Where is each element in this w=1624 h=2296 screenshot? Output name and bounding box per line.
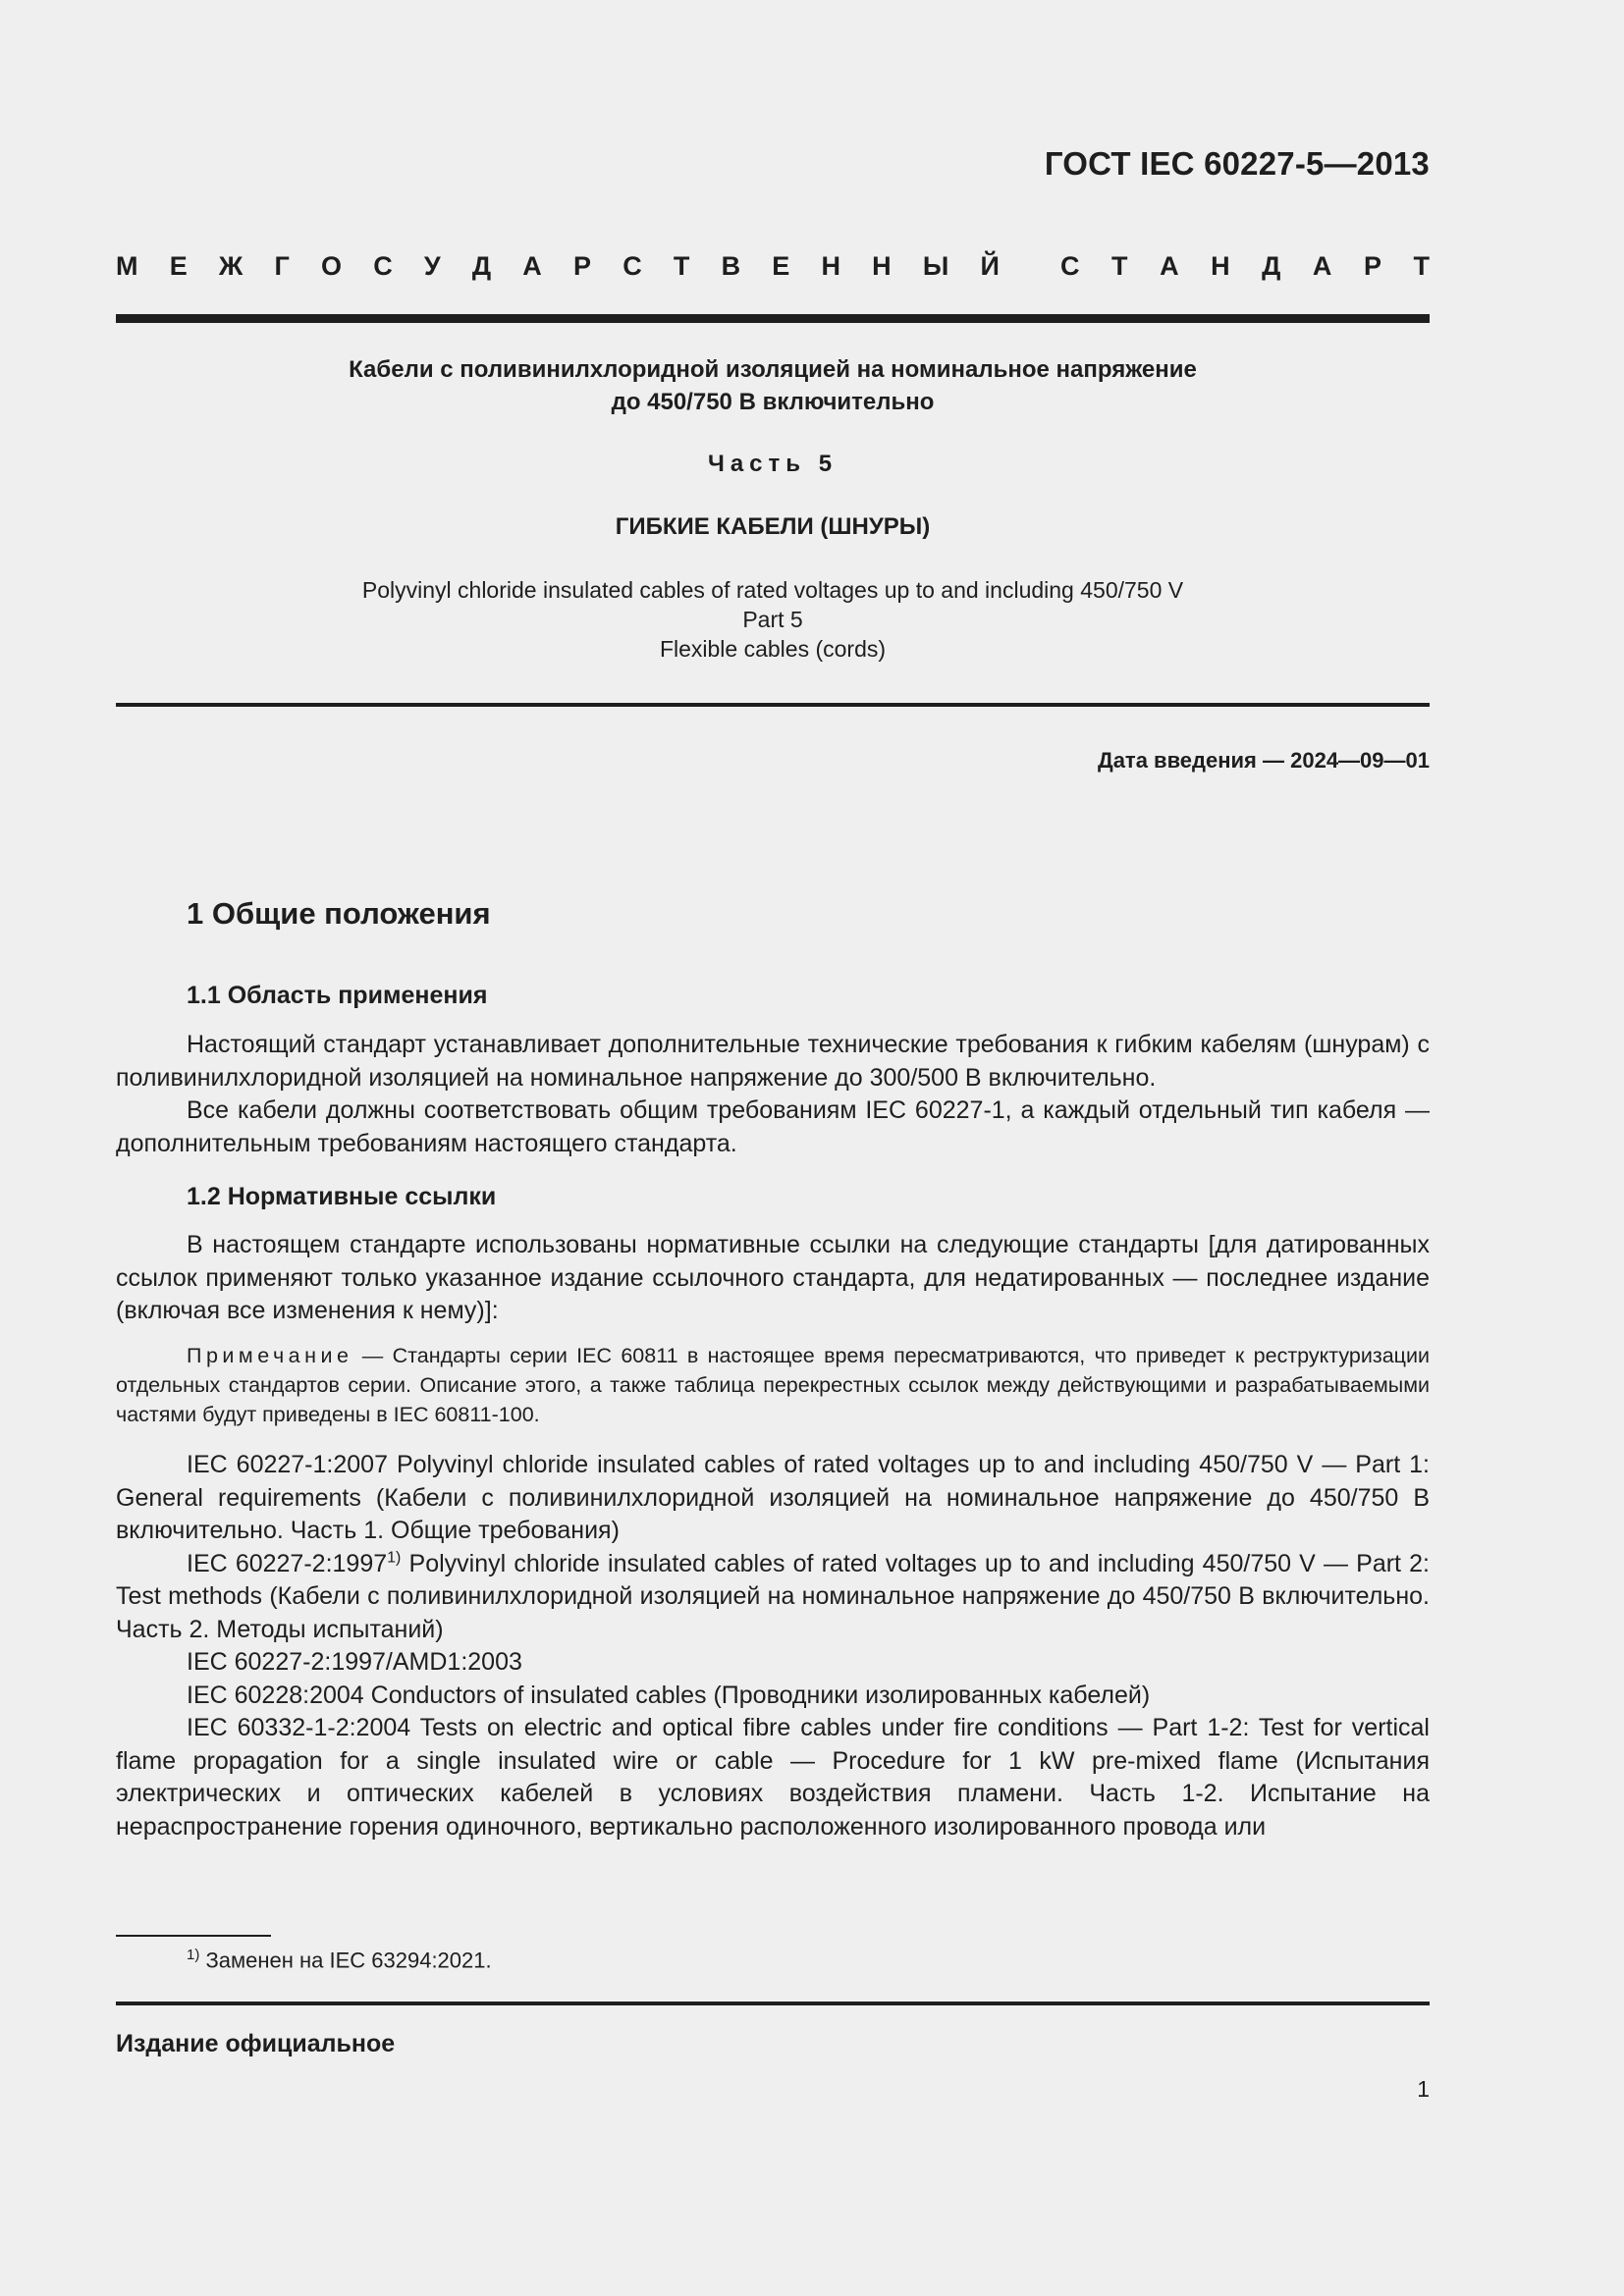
reference-code: IEC 60227-2:1997 bbox=[187, 1549, 388, 1577]
note-label: Примечание bbox=[187, 1344, 353, 1367]
paragraph: Настоящий стандарт устанавливает дополнительные технические требования к гибким кабелям (шнурам) с поливинилхлоридной изоляцией на номинальное напряжение до 300/500 В включительно. bbox=[116, 1031, 1430, 1092]
title-en-line-2: Part 5 bbox=[742, 607, 803, 632]
banner-word-2-letter: Т bbox=[1413, 251, 1430, 281]
banner-word-1-letter: Т bbox=[673, 251, 690, 281]
banner-word-1-letter: А bbox=[522, 251, 542, 281]
banner-word-1-letter: С bbox=[623, 251, 642, 281]
date-of-introduction: Дата введения — 2024—09—01 bbox=[1098, 748, 1430, 773]
footnote-marker[interactable]: 1) bbox=[387, 1549, 402, 1567]
title-russian bbox=[116, 353, 1430, 418]
banner-word-1-letter: Е bbox=[772, 251, 790, 281]
standard-number: ГОСТ IEC 60227-5—2013 bbox=[1044, 145, 1430, 182]
banner-word-1-letter: Р bbox=[572, 251, 591, 281]
section-1-heading: 1 Общие положения bbox=[187, 896, 491, 931]
interstate-standard-banner bbox=[116, 251, 1430, 282]
note bbox=[116, 1341, 1430, 1429]
reference-item: IEC 60332-1-2:2004 Tests on electric and optical fibre cables under fire conditions — Part 1-2: Test for vertical flame propagation for a single insulated wire or cable — Procedure for 1 kW pre-mixed flame (Испытания электрических и оптических кабелей в условиях воздействия пламени. Часть 1-2. Испытание на нераспространение горения одиночного, вертикально расположенного изолированного провода или bbox=[116, 1714, 1430, 1841]
official-edition-label: Издание официальное bbox=[116, 2030, 396, 2057]
header-rule bbox=[116, 314, 1430, 323]
note-text: — Стандарты серии IEC 60811 в настоящее время пересматриваются, что приведет к реструктуризации отдельных стандартов серии. Описание этого, а также таблица перекрестных ссылок между действующими и разрабатываемыми частями будут приведены в IEC 60811-100. bbox=[116, 1344, 1430, 1426]
footnote-mark: 1) bbox=[187, 1947, 200, 1963]
banner-word-2-letter: С bbox=[1060, 251, 1080, 281]
footnote-separator bbox=[116, 1935, 271, 1937]
banner-word-1-letter: Й bbox=[980, 251, 1000, 281]
banner-word-2-letter: Р bbox=[1363, 251, 1381, 281]
banner-word-1-letter: У bbox=[423, 251, 441, 281]
subtitle-russian: ГИБКИЕ КАБЕЛИ (ШНУРЫ) bbox=[615, 513, 931, 540]
title-english bbox=[116, 575, 1430, 664]
banner-word-1-letter: М bbox=[116, 251, 138, 281]
banner-word-1-letter: Г bbox=[274, 251, 290, 281]
title-rule bbox=[116, 703, 1430, 707]
section-1-2-heading: 1.2 Нормативные ссылки bbox=[187, 1183, 497, 1210]
section-1-1-heading: 1.1 Область применения bbox=[187, 982, 488, 1009]
footnote bbox=[187, 1940, 492, 1976]
banner-word-1-letter: О bbox=[320, 251, 342, 281]
reference-text: Polyvinyl chloride insulated cables of rated voltages up to and including 450/750 V — Part 2: Test methods (Кабели с поливинилхлоридной изоляцией на номинальное напряжение до 450/750 В включительно. Часть 2. Методы испытаний) bbox=[116, 1549, 1431, 1643]
section-1-1-body bbox=[116, 1029, 1430, 1160]
banner-word-2-letter: Т bbox=[1111, 251, 1128, 281]
banner-word-1-letter: Н bbox=[872, 251, 892, 281]
banner-word-1-letter: В bbox=[721, 251, 741, 281]
banner-word-1-letter: Ж bbox=[218, 251, 244, 281]
reference-item: IEC 60227-2:1997/AMD1:2003 bbox=[187, 1648, 522, 1676]
title-en-line-1: Polyvinyl chloride insulated cables of rated voltages up to and including 450/750 V bbox=[361, 577, 1184, 603]
banner-word-2-letter: А bbox=[1160, 251, 1179, 281]
reference-item bbox=[116, 1548, 1430, 1647]
paragraph: Все кабели должны соответствовать общим требованиям IEC 60227-1, а каждый отдельный тип кабеля — дополнительным требованиям настоящего стандарта. bbox=[116, 1096, 1430, 1157]
footnote-text: Заменен на IEC 63294:2021. bbox=[199, 1948, 492, 1973]
reference-item: IEC 60228:2004 Conductors of insulated cables (Проводники изолированных кабелей) bbox=[187, 1681, 1151, 1709]
title-en-line-3: Flexible cables (cords) bbox=[659, 636, 887, 662]
title-ru-line-1: Кабели с поливинилхлоридной изоляцией на номинальное напряжение bbox=[349, 356, 1197, 383]
section-1-2-body: В настоящем стандарте использованы нормативные ссылки на следующие стандарты [для датированных ссылок применяют только указанное издание ссылочного стандарта, для недатированных — последнее издание (включая все изменения к нему)]: bbox=[116, 1231, 1430, 1324]
footer-rule bbox=[116, 2002, 1430, 2005]
banner-word-1-letter: Ы bbox=[922, 251, 949, 281]
banner-word-1-letter: Е bbox=[169, 251, 188, 281]
banner-word-interstate bbox=[116, 251, 1000, 282]
reference-item: IEC 60227-1:2007 Polyvinyl chloride insulated cables of rated voltages up to and including 450/750 V — Part 1: General requirements (Кабели с поливинилхлоридной изоляцией на номинальное напряжение до 450/750 В включительно. Часть 1. Общие требования) bbox=[116, 1451, 1430, 1544]
normative-references-list bbox=[116, 1449, 1430, 1843]
banner-word-1-letter: С bbox=[373, 251, 393, 281]
banner-word-2-letter: Н bbox=[1211, 251, 1230, 281]
banner-word-2-letter: Д bbox=[1262, 251, 1281, 281]
banner-word-2-letter: А bbox=[1312, 251, 1332, 281]
part-number: Часть 5 bbox=[707, 451, 839, 477]
page-number: 1 bbox=[1417, 2076, 1430, 2102]
banner-word-1-letter: Н bbox=[821, 251, 840, 281]
banner-word-1-letter: Д bbox=[471, 251, 492, 281]
title-ru-line-2: до 450/750 В включительно bbox=[611, 389, 935, 415]
document-page bbox=[116, 0, 1430, 2296]
banner-word-standard bbox=[1060, 251, 1430, 282]
